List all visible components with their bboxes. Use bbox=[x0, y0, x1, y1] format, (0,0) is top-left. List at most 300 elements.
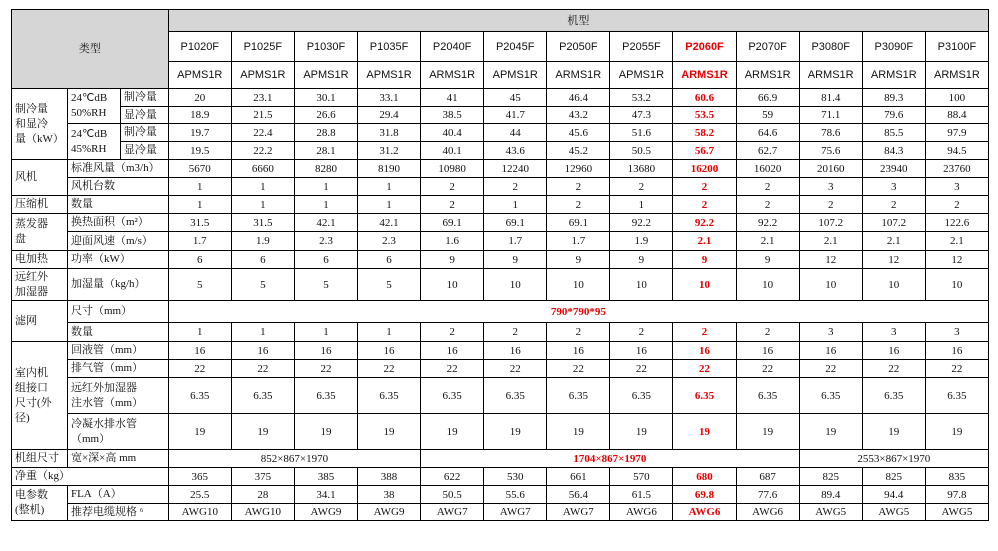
value-cell: 22 bbox=[925, 360, 988, 378]
value-cell: 77.6 bbox=[736, 486, 799, 504]
value-cell: 71.1 bbox=[799, 107, 862, 124]
line-text: 加湿器 bbox=[15, 285, 48, 298]
value-cell: 10 bbox=[862, 269, 925, 301]
value-cell: 107.2 bbox=[862, 214, 925, 232]
value-cell: 6.35 bbox=[610, 378, 673, 414]
model-suffix: APMS1R bbox=[294, 62, 357, 89]
value-cell: 6.35 bbox=[168, 378, 231, 414]
value-cell: 50.5 bbox=[421, 486, 484, 504]
value-cell: 69.1 bbox=[484, 214, 547, 232]
value-cell: 6.35 bbox=[421, 378, 484, 414]
value-cell: 19 bbox=[925, 414, 988, 450]
model-code: P2040F bbox=[421, 32, 484, 62]
value-cell: 19 bbox=[547, 414, 610, 450]
line-text: 冷凝水排水管 bbox=[70, 417, 137, 430]
compressor-group-label: 压缩机 bbox=[12, 196, 68, 214]
value-cell: 2.1 bbox=[925, 232, 988, 251]
value-cell: 16 bbox=[547, 342, 610, 360]
capacity-group-label bbox=[12, 89, 68, 160]
row-label bbox=[67, 414, 168, 450]
line-text: 45%RH bbox=[70, 142, 107, 155]
value-cell: 365 bbox=[168, 468, 231, 486]
line-text: 量（kW） bbox=[15, 132, 64, 145]
pipe-row-4 bbox=[12, 414, 989, 450]
value-cell: 6 bbox=[168, 251, 231, 269]
value-cell: 2 bbox=[673, 178, 736, 196]
value-cell: 16 bbox=[862, 342, 925, 360]
value-cell: 41 bbox=[421, 89, 484, 107]
model-code: P2060F bbox=[673, 32, 736, 62]
value-cell: 97.9 bbox=[925, 124, 988, 142]
value-cell: 2 bbox=[547, 323, 610, 342]
value-cell: 1 bbox=[168, 196, 231, 214]
value-cell: 388 bbox=[358, 468, 421, 486]
filter-size-value: 790*790*95 bbox=[168, 301, 988, 323]
value-cell: 1.7 bbox=[168, 232, 231, 251]
value-cell: 1 bbox=[168, 178, 231, 196]
value-cell: 92.2 bbox=[673, 214, 736, 232]
pipe-row-3 bbox=[12, 378, 989, 414]
value-cell: 16200 bbox=[673, 160, 736, 178]
value-cell: 22 bbox=[736, 360, 799, 378]
value-cell: 6.35 bbox=[294, 378, 357, 414]
value-cell: 3 bbox=[799, 323, 862, 342]
value-cell: 30.1 bbox=[294, 89, 357, 107]
electrical-row-1 bbox=[12, 486, 989, 504]
value-cell: 661 bbox=[547, 468, 610, 486]
value-cell: 3 bbox=[925, 178, 988, 196]
value-cell: 19 bbox=[231, 414, 294, 450]
value-cell: AWG5 bbox=[925, 504, 988, 521]
value-cell: AWG9 bbox=[358, 504, 421, 521]
row-label: 显冷量 bbox=[120, 142, 168, 160]
value-cell: 19 bbox=[862, 414, 925, 450]
value-cell: 2 bbox=[925, 196, 988, 214]
value-cell: AWG6 bbox=[673, 504, 736, 521]
value-cell: 6 bbox=[231, 251, 294, 269]
value-cell: 2 bbox=[673, 196, 736, 214]
model-code: P1030F bbox=[294, 32, 357, 62]
line-text: 注水管（mm） bbox=[70, 396, 144, 409]
line-text: 和显冷 bbox=[15, 117, 48, 130]
value-cell: 10 bbox=[736, 269, 799, 301]
value-cell: 5670 bbox=[168, 160, 231, 178]
model-suffix: ARMS1R bbox=[421, 62, 484, 89]
value-cell: AWG5 bbox=[799, 504, 862, 521]
model-suffix: ARMS1R bbox=[736, 62, 799, 89]
value-cell: 1.7 bbox=[547, 232, 610, 251]
value-cell: 12960 bbox=[547, 160, 610, 178]
value-cell: 385 bbox=[294, 468, 357, 486]
value-cell: 5 bbox=[294, 269, 357, 301]
value-cell: 16 bbox=[610, 342, 673, 360]
electrical-row-2 bbox=[12, 504, 989, 521]
model-code: P1025F bbox=[231, 32, 294, 62]
weight-group-label: 净重（kg） bbox=[12, 468, 169, 486]
row-label: 尺寸（mm） bbox=[67, 301, 168, 323]
value-cell: 1.9 bbox=[231, 232, 294, 251]
value-cell: 50.5 bbox=[610, 142, 673, 160]
value-cell: 16 bbox=[294, 342, 357, 360]
row-label: 回液管（mm） bbox=[67, 342, 168, 360]
value-cell: 46.4 bbox=[547, 89, 610, 107]
value-cell: 78.6 bbox=[799, 124, 862, 142]
value-cell: 60.6 bbox=[673, 89, 736, 107]
value-cell: 22.4 bbox=[231, 124, 294, 142]
capacity-row-3 bbox=[12, 124, 989, 142]
value-cell: 29.4 bbox=[358, 107, 421, 124]
value-cell: 22 bbox=[294, 360, 357, 378]
value-cell: 835 bbox=[925, 468, 988, 486]
value-cell: 43.2 bbox=[547, 107, 610, 124]
value-cell: 69.1 bbox=[421, 214, 484, 232]
value-cell: 26.6 bbox=[294, 107, 357, 124]
value-cell: 12 bbox=[862, 251, 925, 269]
dimensions-group-label: 机组尺寸 bbox=[12, 450, 68, 468]
line-text: 远红外 bbox=[15, 270, 48, 283]
model-suffix: ARMS1R bbox=[799, 62, 862, 89]
capacity-row-2 bbox=[12, 107, 989, 124]
model-code: P2070F bbox=[736, 32, 799, 62]
filter-row-1 bbox=[12, 301, 989, 323]
value-cell: 10 bbox=[547, 269, 610, 301]
value-cell: 92.2 bbox=[736, 214, 799, 232]
value-cell: 1 bbox=[168, 323, 231, 342]
value-cell: 23.1 bbox=[231, 89, 294, 107]
value-cell: 31.5 bbox=[231, 214, 294, 232]
value-cell: 89.4 bbox=[799, 486, 862, 504]
row-label: 换热面积（m²） bbox=[67, 214, 168, 232]
line-text: 室内机 bbox=[15, 366, 48, 379]
value-cell: 5 bbox=[358, 269, 421, 301]
value-cell: 2 bbox=[610, 178, 673, 196]
value-cell: 22.2 bbox=[231, 142, 294, 160]
value-cell: 16020 bbox=[736, 160, 799, 178]
line-text: (整机) bbox=[15, 504, 45, 516]
value-cell: 19 bbox=[736, 414, 799, 450]
value-cell: 1 bbox=[294, 323, 357, 342]
heater-row bbox=[12, 251, 989, 269]
value-cell: 2 bbox=[736, 323, 799, 342]
value-cell: 2.1 bbox=[862, 232, 925, 251]
value-cell: 6660 bbox=[231, 160, 294, 178]
value-cell: 16 bbox=[358, 342, 421, 360]
value-cell: 6.35 bbox=[547, 378, 610, 414]
value-cell: 1.6 bbox=[421, 232, 484, 251]
value-cell: 55.6 bbox=[484, 486, 547, 504]
line-text: 尺寸(外 bbox=[15, 396, 52, 409]
value-cell: 9 bbox=[484, 251, 547, 269]
line-text: 50%RH bbox=[70, 107, 107, 119]
value-cell: 6 bbox=[294, 251, 357, 269]
value-cell: 38 bbox=[358, 486, 421, 504]
row-label: 加湿量（kg/h） bbox=[67, 269, 168, 301]
line-text: 径) bbox=[15, 411, 30, 424]
dims-value: 2553×867×1970 bbox=[799, 450, 988, 468]
model-suffix: ARMS1R bbox=[925, 62, 988, 89]
value-cell: 2 bbox=[547, 178, 610, 196]
model-suffix: APMS1R bbox=[168, 62, 231, 89]
value-cell: 25.5 bbox=[168, 486, 231, 504]
value-cell: AWG7 bbox=[547, 504, 610, 521]
compressor-row bbox=[12, 196, 989, 214]
value-cell: 22 bbox=[547, 360, 610, 378]
value-cell: 6 bbox=[358, 251, 421, 269]
line-text: 远红外加湿器 bbox=[70, 381, 137, 394]
spec-table-container bbox=[11, 9, 989, 543]
value-cell: 56.4 bbox=[547, 486, 610, 504]
value-cell: 1 bbox=[231, 178, 294, 196]
condition-label bbox=[67, 124, 120, 160]
value-cell: 1 bbox=[231, 323, 294, 342]
dims-value: 1704×867×1970 bbox=[421, 450, 800, 468]
value-cell: 58.2 bbox=[673, 124, 736, 142]
value-cell: 1.9 bbox=[610, 232, 673, 251]
value-cell: AWG10 bbox=[168, 504, 231, 521]
model-suffix: ARMS1R bbox=[862, 62, 925, 89]
row-label: 排气管（mm） bbox=[67, 360, 168, 378]
value-cell: 1 bbox=[231, 196, 294, 214]
value-cell: 19 bbox=[610, 414, 673, 450]
value-cell: 3 bbox=[925, 323, 988, 342]
value-cell: 2.1 bbox=[799, 232, 862, 251]
evaporator-row-2 bbox=[12, 232, 989, 251]
value-cell: 61.5 bbox=[610, 486, 673, 504]
value-cell: 22 bbox=[799, 360, 862, 378]
value-cell: 40.4 bbox=[421, 124, 484, 142]
value-cell: 1 bbox=[294, 178, 357, 196]
value-cell: 28.1 bbox=[294, 142, 357, 160]
value-cell: 22 bbox=[421, 360, 484, 378]
value-cell: 56.7 bbox=[673, 142, 736, 160]
row-label: FLA（A） bbox=[67, 486, 168, 504]
model-code: P2055F bbox=[610, 32, 673, 62]
value-cell: 16 bbox=[168, 342, 231, 360]
value-cell: 2 bbox=[736, 178, 799, 196]
value-cell: 10 bbox=[799, 269, 862, 301]
row-label: 制冷量 bbox=[120, 124, 168, 142]
value-cell: 19 bbox=[421, 414, 484, 450]
model-suffix: APMS1R bbox=[484, 62, 547, 89]
value-cell: 9 bbox=[610, 251, 673, 269]
value-cell: 16 bbox=[231, 342, 294, 360]
value-cell: 9 bbox=[547, 251, 610, 269]
value-cell: 10 bbox=[673, 269, 736, 301]
value-cell: 94.5 bbox=[925, 142, 988, 160]
value-cell: 2 bbox=[484, 178, 547, 196]
value-cell: AWG7 bbox=[484, 504, 547, 521]
value-cell: 2 bbox=[799, 196, 862, 214]
value-cell: AWG9 bbox=[294, 504, 357, 521]
value-cell: 47.3 bbox=[610, 107, 673, 124]
value-cell: 59 bbox=[736, 107, 799, 124]
evaporator-row-1 bbox=[12, 214, 989, 232]
value-cell: 22 bbox=[673, 360, 736, 378]
pipe-row-1 bbox=[12, 342, 989, 360]
value-cell: 45.2 bbox=[547, 142, 610, 160]
value-cell: 10 bbox=[484, 269, 547, 301]
value-cell: 21.5 bbox=[231, 107, 294, 124]
line-text: 蒸发器 bbox=[15, 218, 48, 230]
value-cell: 19 bbox=[358, 414, 421, 450]
value-cell: 9 bbox=[673, 251, 736, 269]
value-cell: 2.3 bbox=[358, 232, 421, 251]
value-cell: 6.35 bbox=[925, 378, 988, 414]
value-cell: 34.1 bbox=[294, 486, 357, 504]
model-code: P2045F bbox=[484, 32, 547, 62]
value-cell: 6.35 bbox=[231, 378, 294, 414]
value-cell: 20160 bbox=[799, 160, 862, 178]
row-label: 推荐电缆规格 ⁶ bbox=[67, 504, 168, 521]
line-text: 盘 bbox=[15, 233, 26, 245]
value-cell: 69.1 bbox=[547, 214, 610, 232]
value-cell: 31.5 bbox=[168, 214, 231, 232]
model-suffix: ARMS1R bbox=[673, 62, 736, 89]
row-label bbox=[67, 378, 168, 414]
value-cell: 2 bbox=[610, 323, 673, 342]
value-cell: 2.1 bbox=[736, 232, 799, 251]
value-cell: 18.9 bbox=[168, 107, 231, 124]
value-cell: 1 bbox=[358, 196, 421, 214]
value-cell: 2 bbox=[421, 323, 484, 342]
value-cell: 10980 bbox=[421, 160, 484, 178]
fan-row-1 bbox=[12, 160, 989, 178]
heater-group-label: 电加热 bbox=[12, 251, 68, 269]
value-cell: 23760 bbox=[925, 160, 988, 178]
value-cell: 16 bbox=[925, 342, 988, 360]
value-cell: 825 bbox=[862, 468, 925, 486]
value-cell: 20 bbox=[168, 89, 231, 107]
value-cell: 16 bbox=[484, 342, 547, 360]
model-suffix: APMS1R bbox=[610, 62, 673, 89]
value-cell: 22 bbox=[231, 360, 294, 378]
row-label: 宽×深×高 mm bbox=[67, 450, 168, 468]
pipe-row-2 bbox=[12, 360, 989, 378]
dims-value: 852×867×1970 bbox=[168, 450, 420, 468]
value-cell: 22 bbox=[610, 360, 673, 378]
value-cell: 8190 bbox=[358, 160, 421, 178]
line-text: 24℃dB bbox=[70, 92, 108, 104]
value-cell: 19 bbox=[168, 414, 231, 450]
value-cell: 3 bbox=[799, 178, 862, 196]
value-cell: 51.6 bbox=[610, 124, 673, 142]
value-cell: 375 bbox=[231, 468, 294, 486]
line-text: 电参数 bbox=[15, 489, 48, 501]
value-cell: 62.7 bbox=[736, 142, 799, 160]
value-cell: 2 bbox=[673, 323, 736, 342]
value-cell: 6.35 bbox=[673, 378, 736, 414]
value-cell: 19 bbox=[673, 414, 736, 450]
model-code: P3100F bbox=[925, 32, 988, 62]
value-cell: 6.35 bbox=[358, 378, 421, 414]
value-cell: 1 bbox=[358, 323, 421, 342]
fan-row-2 bbox=[12, 178, 989, 196]
value-cell: 1 bbox=[358, 178, 421, 196]
condition-label bbox=[67, 89, 120, 124]
line-text: （mm） bbox=[70, 432, 111, 445]
value-cell: 22 bbox=[168, 360, 231, 378]
value-cell: 69.8 bbox=[673, 486, 736, 504]
row-label: 制冷量 bbox=[120, 89, 168, 107]
value-cell: 10 bbox=[421, 269, 484, 301]
model-code: P1020F bbox=[168, 32, 231, 62]
value-cell: 16 bbox=[421, 342, 484, 360]
line-text: 24℃dB bbox=[70, 127, 108, 140]
value-cell: 530 bbox=[484, 468, 547, 486]
value-cell: 2 bbox=[862, 196, 925, 214]
header-row-group bbox=[12, 10, 989, 32]
pipes-group-label bbox=[12, 342, 68, 450]
evaporator-group-label bbox=[12, 214, 68, 251]
weight-row bbox=[12, 468, 989, 486]
model-suffix: ARMS1R bbox=[547, 62, 610, 89]
value-cell: 33.1 bbox=[358, 89, 421, 107]
value-cell: 6.35 bbox=[799, 378, 862, 414]
value-cell: 22 bbox=[484, 360, 547, 378]
value-cell: 28.8 bbox=[294, 124, 357, 142]
row-label: 风机台数 bbox=[67, 178, 168, 196]
value-cell: 45 bbox=[484, 89, 547, 107]
value-cell: 44 bbox=[484, 124, 547, 142]
value-cell: 45.6 bbox=[547, 124, 610, 142]
row-label: 标准风量（m3/h） bbox=[67, 160, 168, 178]
value-cell: 16 bbox=[673, 342, 736, 360]
value-cell: 1 bbox=[484, 196, 547, 214]
value-cell: 97.8 bbox=[925, 486, 988, 504]
capacity-row-4 bbox=[12, 142, 989, 160]
value-cell: 66.9 bbox=[736, 89, 799, 107]
value-cell: 23940 bbox=[862, 160, 925, 178]
value-cell: 107.2 bbox=[799, 214, 862, 232]
model-code: P1035F bbox=[358, 32, 421, 62]
value-cell: 16 bbox=[736, 342, 799, 360]
value-cell: 1 bbox=[294, 196, 357, 214]
value-cell: 2 bbox=[547, 196, 610, 214]
value-cell: 92.2 bbox=[610, 214, 673, 232]
value-cell: 85.5 bbox=[862, 124, 925, 142]
model-suffix: APMS1R bbox=[358, 62, 421, 89]
value-cell: 53.2 bbox=[610, 89, 673, 107]
model-suffix: APMS1R bbox=[231, 62, 294, 89]
filter-row-2 bbox=[12, 323, 989, 342]
value-cell: 9 bbox=[421, 251, 484, 269]
value-cell: 16 bbox=[799, 342, 862, 360]
value-cell: 3 bbox=[862, 323, 925, 342]
value-cell: 2 bbox=[484, 323, 547, 342]
value-cell: 53.5 bbox=[673, 107, 736, 124]
value-cell: 3 bbox=[862, 178, 925, 196]
value-cell: 22 bbox=[862, 360, 925, 378]
value-cell: 94.4 bbox=[862, 486, 925, 504]
value-cell: 75.6 bbox=[799, 142, 862, 160]
value-cell: AWG7 bbox=[421, 504, 484, 521]
value-cell: 19.7 bbox=[168, 124, 231, 142]
value-cell: 38.5 bbox=[421, 107, 484, 124]
value-cell: 12 bbox=[925, 251, 988, 269]
value-cell: AWG6 bbox=[610, 504, 673, 521]
value-cell: 89.3 bbox=[862, 89, 925, 107]
value-cell: 12 bbox=[799, 251, 862, 269]
value-cell: 13680 bbox=[610, 160, 673, 178]
row-label: 迎面风速（m/s） bbox=[67, 232, 168, 251]
value-cell: 825 bbox=[799, 468, 862, 486]
value-cell: 6.35 bbox=[484, 378, 547, 414]
value-cell: 2 bbox=[421, 178, 484, 196]
value-cell: AWG6 bbox=[736, 504, 799, 521]
value-cell: 22 bbox=[358, 360, 421, 378]
row-label: 数量 bbox=[67, 323, 168, 342]
fan-group-label: 风机 bbox=[12, 160, 68, 196]
